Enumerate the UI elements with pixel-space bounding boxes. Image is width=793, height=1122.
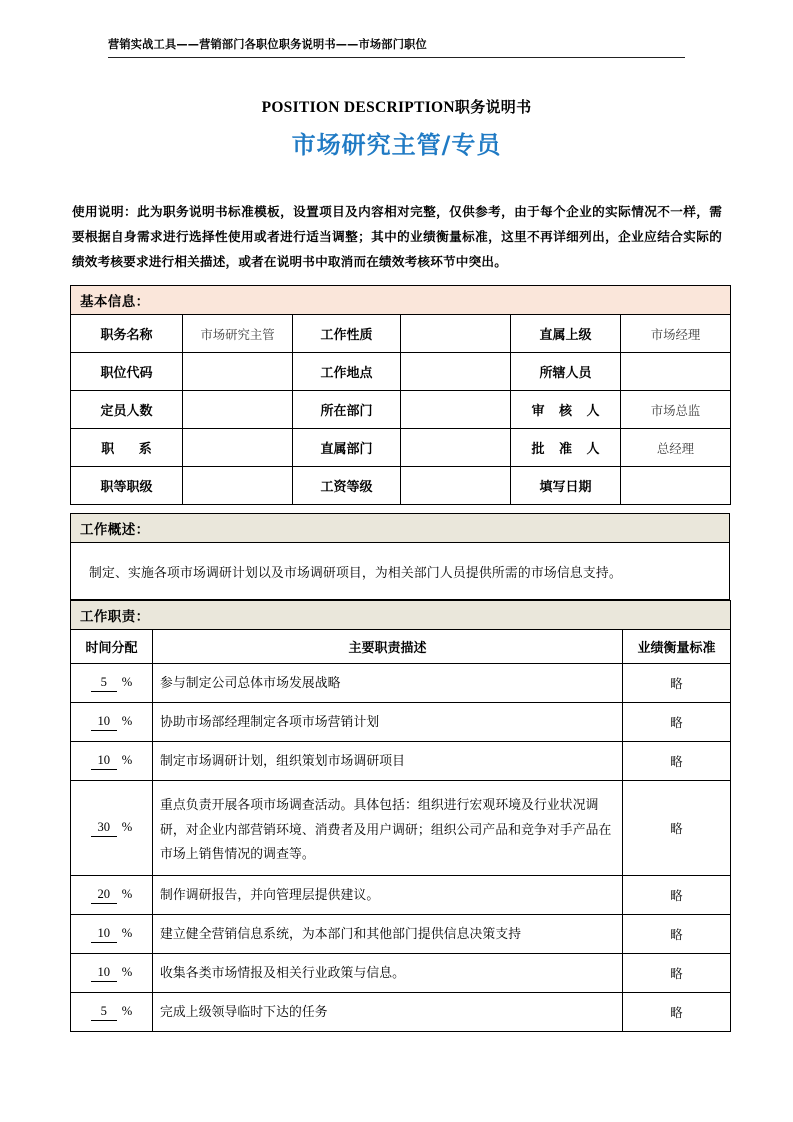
table-row bbox=[71, 315, 731, 353]
field-label-job-title: 职务名称 bbox=[71, 315, 183, 353]
percent-symbol: % bbox=[121, 1003, 133, 1018]
duty-percent-value: 10 bbox=[91, 965, 117, 982]
field-value-department[interactable] bbox=[401, 391, 511, 429]
duty-percent-value: 20 bbox=[91, 887, 117, 904]
duty-percent-value: 30 bbox=[91, 820, 117, 837]
percent-symbol: % bbox=[121, 886, 133, 901]
duty-performance-standard: 略 bbox=[623, 664, 731, 703]
field-label-subordinates: 所辖人员 bbox=[511, 353, 621, 391]
field-label-work-location: 工作地点 bbox=[293, 353, 401, 391]
field-label-direct-department: 直属部门 bbox=[293, 429, 401, 467]
duty-time-allocation[interactable] bbox=[71, 954, 153, 993]
field-label-reviewer: 审 核 人 bbox=[511, 391, 621, 429]
duty-time-allocation[interactable] bbox=[71, 781, 153, 876]
field-value-fill-date[interactable] bbox=[621, 467, 731, 505]
duty-time-allocation[interactable] bbox=[71, 876, 153, 915]
work-duties-header-row bbox=[71, 630, 731, 664]
duty-time-allocation[interactable] bbox=[71, 703, 153, 742]
work-overview-section-title: 工作概述： bbox=[71, 514, 730, 543]
field-value-subordinates[interactable] bbox=[621, 353, 731, 391]
page-title-position: 市场研究主管/专员 bbox=[291, 131, 502, 159]
title-chinese-suffix: 职务说明书 bbox=[454, 98, 532, 116]
table-row bbox=[71, 467, 731, 505]
field-value-work-location[interactable] bbox=[401, 353, 511, 391]
work-overview-content: 制定、实施各项市场调研计划以及市场调研项目，为相关部门人员提供所需的市场信息支持。 bbox=[71, 543, 730, 600]
duty-percent-value: 5 bbox=[91, 1004, 117, 1021]
percent-symbol: % bbox=[121, 964, 133, 979]
column-header-duty-description: 主要职责描述 bbox=[153, 630, 623, 664]
percent-symbol: % bbox=[121, 819, 133, 834]
field-value-position-code[interactable] bbox=[183, 353, 293, 391]
field-label-salary-grade: 工资等级 bbox=[293, 467, 401, 505]
table-row bbox=[71, 543, 730, 600]
table-row bbox=[71, 664, 731, 703]
field-value-job-family[interactable] bbox=[183, 429, 293, 467]
percent-symbol: % bbox=[121, 752, 133, 767]
duty-percent-value: 10 bbox=[91, 714, 117, 731]
page-title-english bbox=[0, 96, 793, 117]
duty-percent-value: 10 bbox=[91, 753, 117, 770]
table-row bbox=[71, 781, 731, 876]
basic-info-section-header-row bbox=[71, 286, 731, 315]
field-value-work-nature[interactable] bbox=[401, 315, 511, 353]
duty-performance-standard: 略 bbox=[623, 915, 731, 954]
percent-symbol: % bbox=[121, 925, 133, 940]
duty-description: 协助市场部经理制定各项市场营销计划 bbox=[153, 703, 623, 742]
duty-time-allocation[interactable] bbox=[71, 915, 153, 954]
work-duties-section-title: 工作职责： bbox=[71, 601, 731, 630]
table-row bbox=[71, 429, 731, 467]
duty-performance-standard: 略 bbox=[623, 993, 731, 1032]
field-value-direct-supervisor[interactable]: 市场经理 bbox=[621, 315, 731, 353]
field-label-direct-supervisor: 直属上级 bbox=[511, 315, 621, 353]
running-header: 营销实战工具——营销部门各职位职务说明书——市场部门职位 bbox=[108, 38, 685, 58]
field-value-reviewer[interactable]: 市场总监 bbox=[621, 391, 731, 429]
column-header-performance-standard: 业绩衡量标准 bbox=[623, 630, 731, 664]
field-value-approver[interactable]: 总经理 bbox=[621, 429, 731, 467]
usage-note-body: 此为职务说明书标准模板，设置项目及内容相对完整，仅供参考，由于每个企业的实际情况不一样，需要根据自身需求进行选择性使用或者进行适当调整；其中的业绩衡量标准，这里不再详细列出，企业应结合实际的绩效考核要求进行相关描述，或者在说明书中取消而在绩效考核环节中突出。 bbox=[72, 205, 723, 270]
field-value-headcount[interactable] bbox=[183, 391, 293, 429]
duty-performance-standard: 略 bbox=[623, 703, 731, 742]
basic-info-section-title: 基本信息： bbox=[71, 286, 731, 315]
duty-performance-standard: 略 bbox=[623, 781, 731, 876]
field-value-salary-grade[interactable] bbox=[401, 467, 511, 505]
field-label-work-nature: 工作性质 bbox=[293, 315, 401, 353]
work-duties-section-header-row bbox=[71, 601, 731, 630]
table-row bbox=[71, 742, 731, 781]
duty-description: 完成上级领导临时下达的任务 bbox=[153, 993, 623, 1032]
percent-symbol: % bbox=[121, 713, 133, 728]
duty-percent-value: 10 bbox=[91, 926, 117, 943]
table-row bbox=[71, 915, 731, 954]
duty-performance-standard: 略 bbox=[623, 876, 731, 915]
duty-time-allocation[interactable] bbox=[71, 742, 153, 781]
field-label-fill-date: 填写日期 bbox=[511, 467, 621, 505]
table-row bbox=[71, 876, 731, 915]
duty-description: 收集各类市场情报及相关行业政策与信息。 bbox=[153, 954, 623, 993]
work-overview-table bbox=[70, 513, 730, 600]
basic-info-table bbox=[70, 285, 731, 505]
duty-description: 重点负责开展各项市场调查活动。具体包括：组织进行宏观环境及行业状况调研，对企业内部营销环境、消费者及用户调研；组织公司产品和竞争对手产品在市场上销售情况的调查等。 bbox=[153, 781, 623, 876]
field-label-grade: 职等职级 bbox=[71, 467, 183, 505]
field-label-approver: 批 准 人 bbox=[511, 429, 621, 467]
usage-note-lead: 使用说明： bbox=[72, 205, 138, 219]
work-duties-table bbox=[70, 600, 731, 1032]
duty-performance-standard: 略 bbox=[623, 742, 731, 781]
usage-note bbox=[72, 200, 722, 276]
duty-time-allocation[interactable] bbox=[71, 993, 153, 1032]
field-value-direct-department[interactable] bbox=[401, 429, 511, 467]
duty-time-allocation[interactable] bbox=[71, 664, 153, 703]
table-row bbox=[71, 954, 731, 993]
field-label-position-code: 职位代码 bbox=[71, 353, 183, 391]
duty-description: 制作调研报告，并向管理层提供建议。 bbox=[153, 876, 623, 915]
duty-performance-standard: 略 bbox=[623, 954, 731, 993]
field-label-department: 所在部门 bbox=[293, 391, 401, 429]
table-row bbox=[71, 391, 731, 429]
duty-percent-value: 5 bbox=[91, 675, 117, 692]
column-header-time-allocation: 时间分配 bbox=[71, 630, 153, 664]
table-row bbox=[71, 993, 731, 1032]
title-english-text: POSITION DESCRIPTION bbox=[261, 99, 455, 116]
percent-symbol: % bbox=[121, 674, 133, 689]
duty-description: 建立健全营销信息系统，为本部门和其他部门提供信息决策支持 bbox=[153, 915, 623, 954]
field-value-job-title[interactable]: 市场研究主管 bbox=[183, 315, 293, 353]
field-value-grade[interactable] bbox=[183, 467, 293, 505]
field-label-headcount: 定员人数 bbox=[71, 391, 183, 429]
duty-description: 制定市场调研计划，组织策划市场调研项目 bbox=[153, 742, 623, 781]
table-row bbox=[71, 353, 731, 391]
work-overview-section-header-row bbox=[71, 514, 730, 543]
duty-description: 参与制定公司总体市场发展战略 bbox=[153, 664, 623, 703]
field-label-job-family: 职 系 bbox=[71, 429, 183, 467]
table-row bbox=[71, 703, 731, 742]
